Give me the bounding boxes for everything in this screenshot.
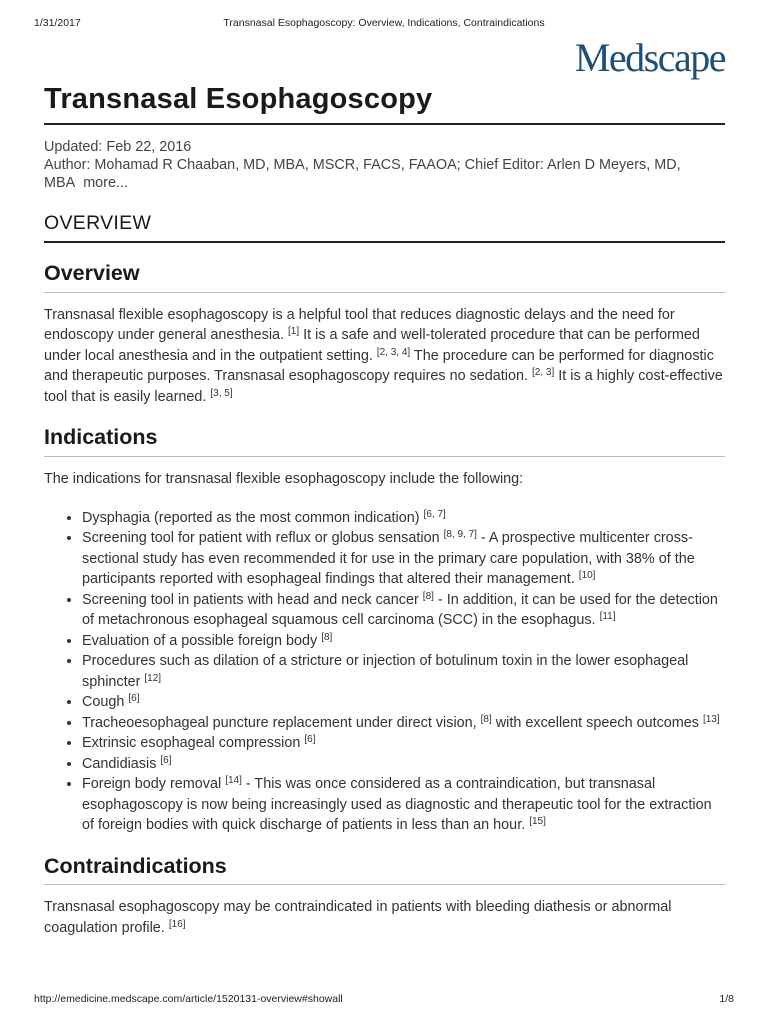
indication-item: • Evaluation of a possible foreign body [8] [82, 631, 725, 652]
citation-ref[interactable]: [16] [168, 918, 186, 930]
citation-ref[interactable]: [8] [422, 590, 434, 602]
indications-heading: Indications [44, 424, 725, 457]
indication-item: • Extrinsic esophageal compression [6] [82, 733, 725, 754]
indication-item: • Dysphagia (reported as the most common indication) [6, 7] [82, 508, 725, 529]
citation-ref[interactable]: [6] [304, 734, 316, 746]
updated-date: Updated: Feb 22, 2016 [44, 138, 192, 155]
medscape-logo[interactable]: Medscape [574, 35, 725, 80]
indication-item: • Screening tool in patients with head and neck cancer [8] - In addition, it can be used for the detection of metachronous esophageal squamous cell carcinoma (SCC) in the esophagus. [11] [82, 590, 725, 631]
citation-ref[interactable]: [11] [599, 611, 616, 623]
indication-item: • Foreign body removal [14] - This was once considered as a contraindication, but transnasal esophagoscopy is now being increasingly used as diagnostic and therapeutic tool for the extraction of foreign bodies with quick discharge of patients in less than an hour. [15] [82, 774, 725, 836]
contraindications-heading: Contraindications [44, 853, 725, 886]
indication-item: • Cough [6] [82, 692, 725, 713]
overview-text: The procedure can be performed for diagnostic and therapeutic purposes. Transnasal esophagoscopy requires no sedation. [44, 347, 714, 385]
print-url: http://emedicine.medscape.com/article/1520131-overview#showall [34, 993, 343, 1005]
citation-ref[interactable]: [8] [480, 713, 492, 725]
citation-ref[interactable]: [1] [288, 326, 300, 338]
indication-item: • Tracheoesophageal puncture replacement under direct vision, [8] with excellent speech outcomes [13] [82, 713, 725, 734]
citation-ref[interactable]: [2, 3, 4] [376, 346, 411, 358]
article-title: Transnasal Esophagoscopy [44, 82, 725, 125]
print-footer [34, 993, 734, 1007]
citation-ref[interactable]: [15] [529, 816, 546, 828]
article-content [44, 82, 725, 938]
citation-ref[interactable]: [3, 5] [210, 387, 233, 399]
section-label-overview: OVERVIEW [44, 212, 725, 243]
print-document-title: Transnasal Esophagoscopy: Overview, Indications, Contraindications [223, 17, 545, 29]
contraindications-text: Transnasal esophagoscopy may be contraindicated in patients with bleeding diathesis or abnormal coagulation profile. [44, 899, 672, 936]
more-authors-link[interactable]: more... [83, 174, 128, 191]
print-date: 1/31/2017 [34, 17, 81, 29]
indication-item: • Candidiasis [6] [82, 754, 725, 775]
citation-ref[interactable]: [8, 9, 7] [443, 529, 477, 541]
overview-heading: Overview [44, 260, 725, 293]
citation-ref[interactable]: [2, 3] [532, 367, 555, 379]
citation-ref[interactable]: [6] [128, 693, 140, 705]
author-text: Author: Mohamad R Chaaban, MD, MBA, MSCR, FACS, FAAOA; Chief Editor: Arlen D Meyers, MD, MBA [44, 156, 681, 191]
citation-ref[interactable]: [6] [160, 754, 172, 766]
citation-ref[interactable]: [10] [578, 570, 596, 582]
citation-ref[interactable]: [12] [144, 672, 162, 684]
overview-text: It is a highly cost-effective tool that is easily learned. [44, 368, 723, 405]
indication-item: • Procedures such as dilation of a stricture or injection of botulinum toxin in the lower esophageal sphincter [12] [82, 651, 725, 692]
overview-text: It is a safe and well-tolerated procedure that can be performed under local anesthesia and in the outpatient setting. [44, 327, 700, 364]
indications-list [44, 508, 725, 836]
page-number: 1/8 [719, 993, 734, 1005]
overview-paragraph [44, 305, 725, 408]
print-header [34, 17, 734, 31]
citation-ref[interactable]: [8] [321, 631, 333, 643]
article-meta [44, 138, 725, 192]
citation-ref[interactable]: [6, 7] [423, 508, 446, 520]
indications-intro: The indications for transnasal flexible esophagoscopy include the following: [44, 471, 524, 488]
citation-ref[interactable]: [13] [702, 713, 720, 725]
citation-ref[interactable]: [14] [225, 775, 242, 787]
overview-text: Transnasal flexible esophagoscopy is a helpful tool that reduces diagnostic delays and the need for endoscopy under general anesthesia. [44, 306, 675, 344]
contraindications-paragraph [44, 897, 725, 938]
indication-item: • Screening tool for patient with reflux or globus sensation [8, 9, 7] - A prospective multicenter cross-sectional study has even recommended it for use in the primary care population, with 38% of the participants reported with esophageal findings that altered their management. [10] [82, 528, 725, 590]
author-line [44, 156, 725, 192]
